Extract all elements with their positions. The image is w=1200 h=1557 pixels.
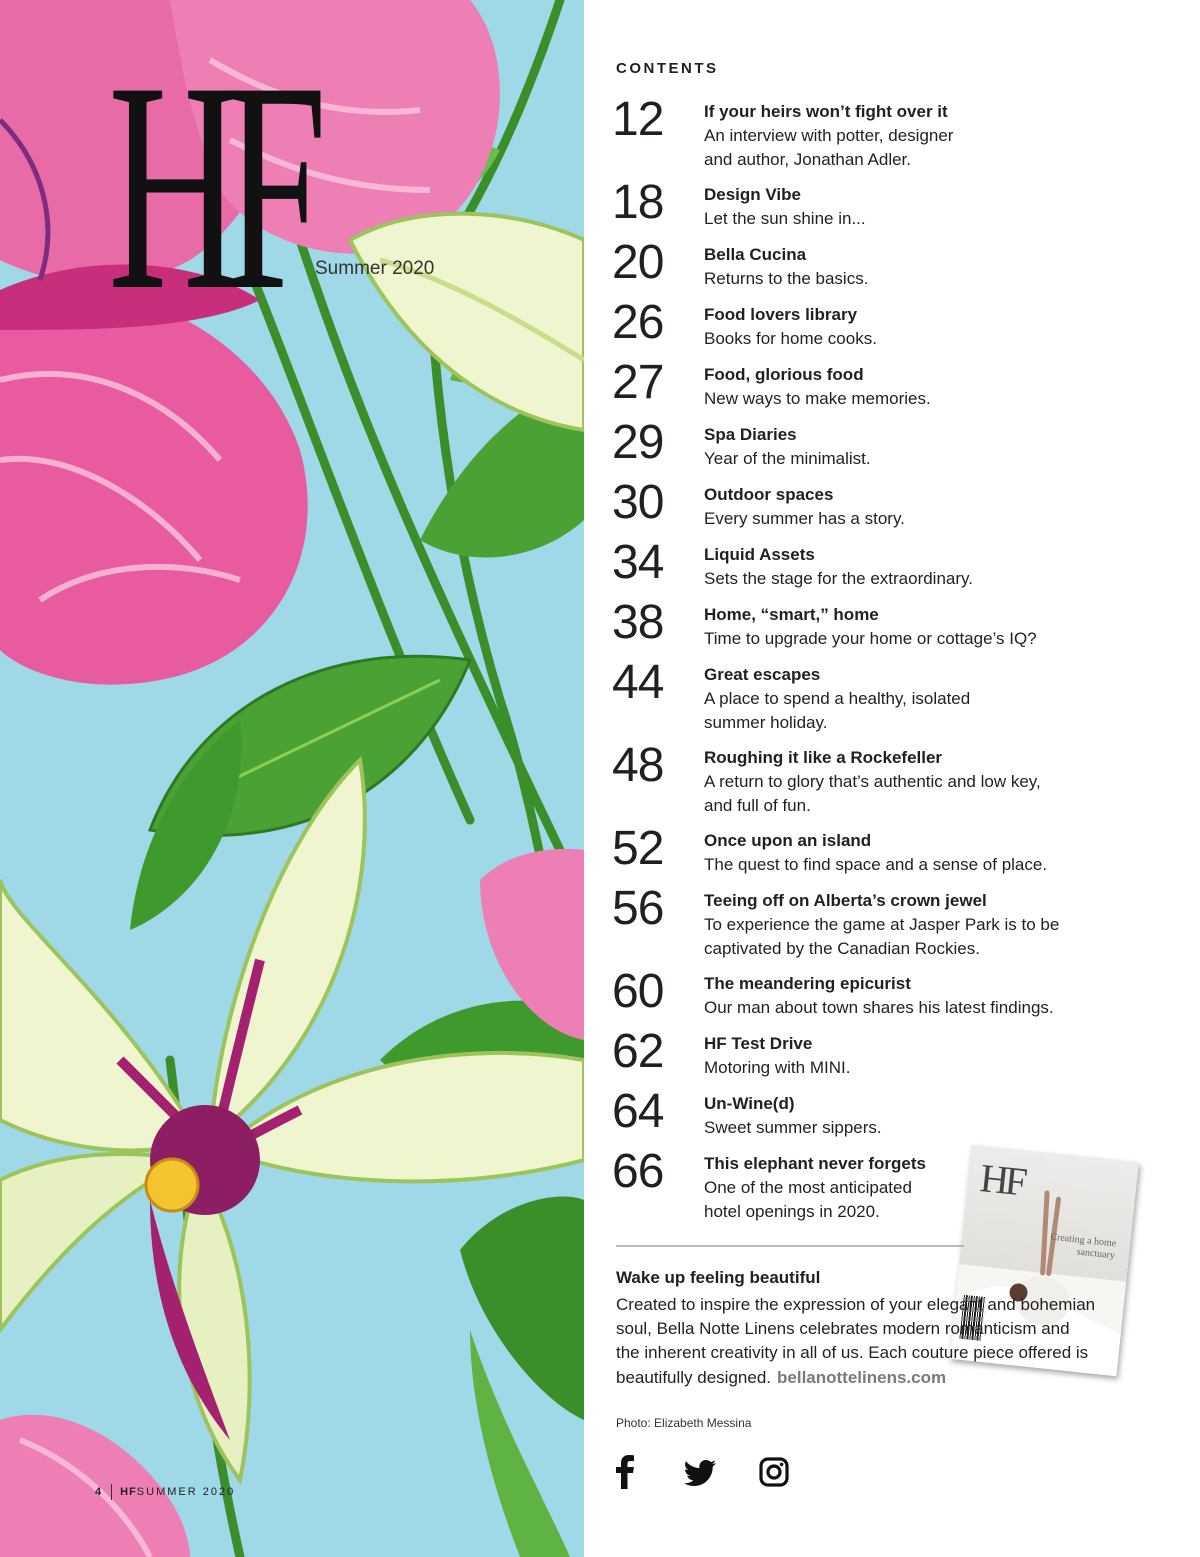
folio-issue bbox=[120, 1486, 235, 1498]
toc-description: The quest to find space and a sense of place. bbox=[704, 855, 1048, 874]
toc-page-number: 66 bbox=[612, 1145, 664, 1198]
folio-issue-label: SUMMER 2020 bbox=[136, 1486, 236, 1498]
toc-description: A place to spend a healthy, isolated summer holiday. bbox=[704, 689, 971, 732]
toc-title: Food lovers library bbox=[704, 305, 858, 324]
toc-title: If your heirs won’t fight over it bbox=[704, 102, 948, 121]
toc-description: Let the sun shine in... bbox=[704, 209, 866, 228]
toc-description: Every summer has a story. bbox=[704, 509, 905, 528]
toc-title: Liquid Assets bbox=[704, 545, 815, 564]
toc-description: New ways to make memories. bbox=[704, 389, 931, 408]
toc-page-number: 34 bbox=[612, 536, 664, 589]
toc-title: Once upon an island bbox=[704, 831, 872, 850]
toc-title: Outdoor spaces bbox=[704, 485, 834, 504]
folio-divider bbox=[111, 1484, 112, 1500]
facebook-icon[interactable] bbox=[612, 1455, 638, 1489]
toc-title: Home, “smart,” home bbox=[704, 605, 879, 624]
toc-title: Spa Diaries bbox=[704, 425, 797, 444]
toc-description: A return to glory that’s authentic and low key, and full of fun. bbox=[704, 772, 1041, 815]
toc-page-number: 18 bbox=[612, 176, 664, 229]
cover-logo: HF bbox=[977, 1155, 1026, 1205]
toc-page-number: 12 bbox=[612, 93, 664, 146]
toc-title: Un-Wine(d) bbox=[704, 1094, 795, 1113]
toc-title: Design Vibe bbox=[704, 185, 801, 204]
section-divider bbox=[616, 1245, 964, 1247]
toc-page-number: 48 bbox=[612, 739, 664, 792]
toc-description: Returns to the basics. bbox=[704, 269, 869, 288]
toc-description: Books for home cooks. bbox=[704, 329, 877, 348]
toc-page-number: 38 bbox=[612, 596, 664, 649]
toc-title: HF Test Drive bbox=[704, 1034, 813, 1053]
toc-page-number: 27 bbox=[612, 356, 664, 409]
toc-title: Great escapes bbox=[704, 665, 821, 684]
folio bbox=[95, 1484, 235, 1500]
toc-description: Time to upgrade your home or cottage’s IQ? bbox=[704, 629, 1037, 648]
toc-description: Sets the stage for the extraordinary. bbox=[704, 569, 973, 588]
folio-brand: HF bbox=[120, 1486, 137, 1498]
toc-description: Motoring with MINI. bbox=[704, 1058, 851, 1077]
toc-description: To experience the game at Jasper Park is to be captivated by the Canadian Rockies. bbox=[704, 915, 1060, 958]
twitter-icon[interactable] bbox=[684, 1460, 716, 1486]
toc-page-number: 29 bbox=[612, 416, 664, 469]
toc-description: An interview with potter, designer and author, Jonathan Adler. bbox=[704, 126, 954, 169]
toc-title: Teeing off on Alberta’s crown jewel bbox=[704, 891, 987, 910]
page-number: 4 bbox=[95, 1486, 104, 1498]
toc-page-number: 44 bbox=[612, 656, 664, 709]
toc-title: Bella Cucina bbox=[704, 245, 807, 264]
toc-page-number: 52 bbox=[612, 822, 664, 875]
toc-title: The meandering epicurist bbox=[704, 974, 911, 993]
magazine-logo: HF bbox=[108, 20, 309, 352]
toc-page-number: 62 bbox=[612, 1025, 664, 1078]
feature-title: Wake up feeling beautiful bbox=[616, 1268, 821, 1287]
contents-heading: CONTENTS bbox=[616, 60, 719, 77]
issue-label: Summer 2020 bbox=[315, 258, 435, 279]
toc-description: Sweet summer sippers. bbox=[704, 1118, 882, 1137]
cover-artwork bbox=[0, 0, 584, 1557]
toc-title: Roughing it like a Rockefeller bbox=[704, 748, 943, 767]
toc-title: Food, glorious food bbox=[704, 365, 864, 384]
cover-headline: Creating a home sanctuary bbox=[1049, 1231, 1117, 1262]
instagram-icon[interactable] bbox=[759, 1457, 789, 1487]
toc-page-number: 60 bbox=[612, 965, 664, 1018]
toc-description: Our man about town shares his latest findings. bbox=[704, 998, 1054, 1017]
toc-description: Year of the minimalist. bbox=[704, 449, 871, 468]
toc-description: One of the most anticipated hotel openings in 2020. bbox=[704, 1178, 912, 1221]
feature-text: Created to inspire the expression of your elegant and bohemian soul, Bella Notte Linens celebrates modern romanticism and the inherent creativity in all of us. Each couture piece offered is beautifully designed. bbox=[616, 1295, 1096, 1387]
toc-page-number: 26 bbox=[612, 296, 664, 349]
toc-page-number: 56 bbox=[612, 882, 664, 935]
toc-page-number: 64 bbox=[612, 1085, 664, 1138]
toc-page-number: 30 bbox=[612, 476, 664, 529]
website-link[interactable]: bellanottelinens.com bbox=[777, 1367, 947, 1387]
photo-credit: Photo: Elizabeth Messina bbox=[616, 1416, 752, 1430]
toc-title: This elephant never forgets bbox=[704, 1154, 926, 1173]
feature-body bbox=[616, 1293, 1096, 1390]
toc-page-number: 20 bbox=[612, 236, 664, 289]
